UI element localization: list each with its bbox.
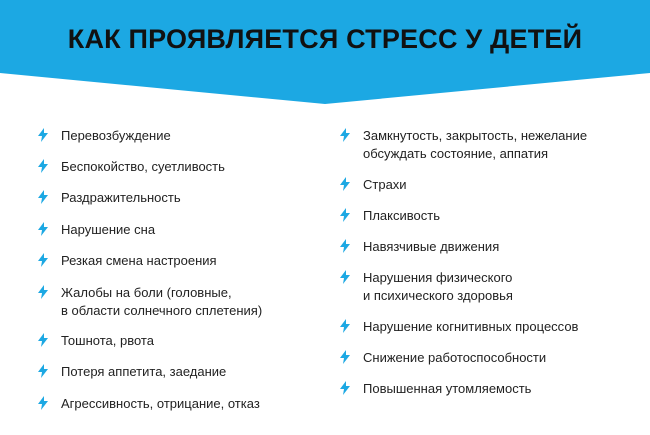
lightning-bolt-icon	[38, 396, 48, 410]
lightning-bolt-icon	[340, 350, 350, 364]
lightning-bolt-icon	[38, 222, 48, 236]
list-item-label: Нарушение когнитивных процессов	[363, 319, 579, 334]
list-item	[340, 349, 546, 367]
list-item-label: Замкнутость, закрытость, нежелание обсуждать состояние, аппатия	[363, 128, 588, 161]
list-item	[38, 158, 225, 176]
list-item-label: Потеря аппетита, заедание	[61, 364, 227, 379]
list-item-label: Страхи	[363, 177, 407, 192]
lightning-bolt-icon	[38, 128, 48, 142]
list-item	[340, 380, 531, 398]
list-item-label: Раздражительность	[61, 190, 181, 205]
list-item	[340, 207, 440, 225]
list-item	[38, 221, 155, 239]
list-item	[340, 318, 578, 336]
list-item	[38, 332, 154, 350]
lightning-bolt-icon	[340, 381, 350, 395]
lightning-bolt-icon	[340, 239, 350, 253]
list-item	[38, 252, 217, 270]
list-item-label: Нарушение сна	[61, 222, 156, 237]
lightning-bolt-icon	[38, 253, 48, 267]
list-item-label: Перевозбуждение	[61, 128, 171, 143]
list-item	[340, 176, 407, 194]
list-item-label: Резкая смена настроения	[61, 253, 217, 268]
lightning-bolt-icon	[38, 285, 48, 299]
lightning-bolt-icon	[340, 177, 350, 191]
list-item	[38, 395, 260, 413]
page-title: КАК ПРОЯВЛЯЕТСЯ СТРЕСС У ДЕТЕЙ	[67, 24, 583, 54]
lightning-bolt-icon	[340, 270, 350, 284]
lightning-bolt-icon	[38, 159, 48, 173]
list-item	[340, 269, 513, 305]
list-item-label: Жалобы на боли (головные, в области солнечного сплетения)	[61, 285, 263, 318]
list-item	[340, 127, 587, 163]
list-item-label: Агрессивность, отрицание, отказ	[61, 396, 260, 411]
list-item-label: Повышенная утомляемость	[363, 381, 532, 396]
list-item	[38, 363, 226, 381]
list-item	[38, 189, 181, 207]
list-item	[340, 238, 499, 256]
lightning-bolt-icon	[38, 190, 48, 204]
list-item-label: Навязчивые движения	[363, 239, 500, 254]
list-item-label: Тошнота, рвота	[61, 333, 154, 348]
list-item	[38, 284, 262, 320]
list-item-label: Снижение работоспособности	[363, 350, 547, 365]
lightning-bolt-icon	[340, 208, 350, 222]
list-item-label: Плаксивость	[363, 208, 440, 223]
list-item	[38, 127, 171, 145]
lightning-bolt-icon	[340, 319, 350, 333]
lightning-bolt-icon	[38, 333, 48, 347]
lightning-bolt-icon	[38, 364, 48, 378]
list-item-label: Беспокойство, суетливость	[61, 159, 225, 174]
list-item-label: Нарушения физического и психического здоровья	[363, 270, 513, 303]
lightning-bolt-icon	[340, 128, 350, 142]
header-banner	[0, 0, 650, 105]
